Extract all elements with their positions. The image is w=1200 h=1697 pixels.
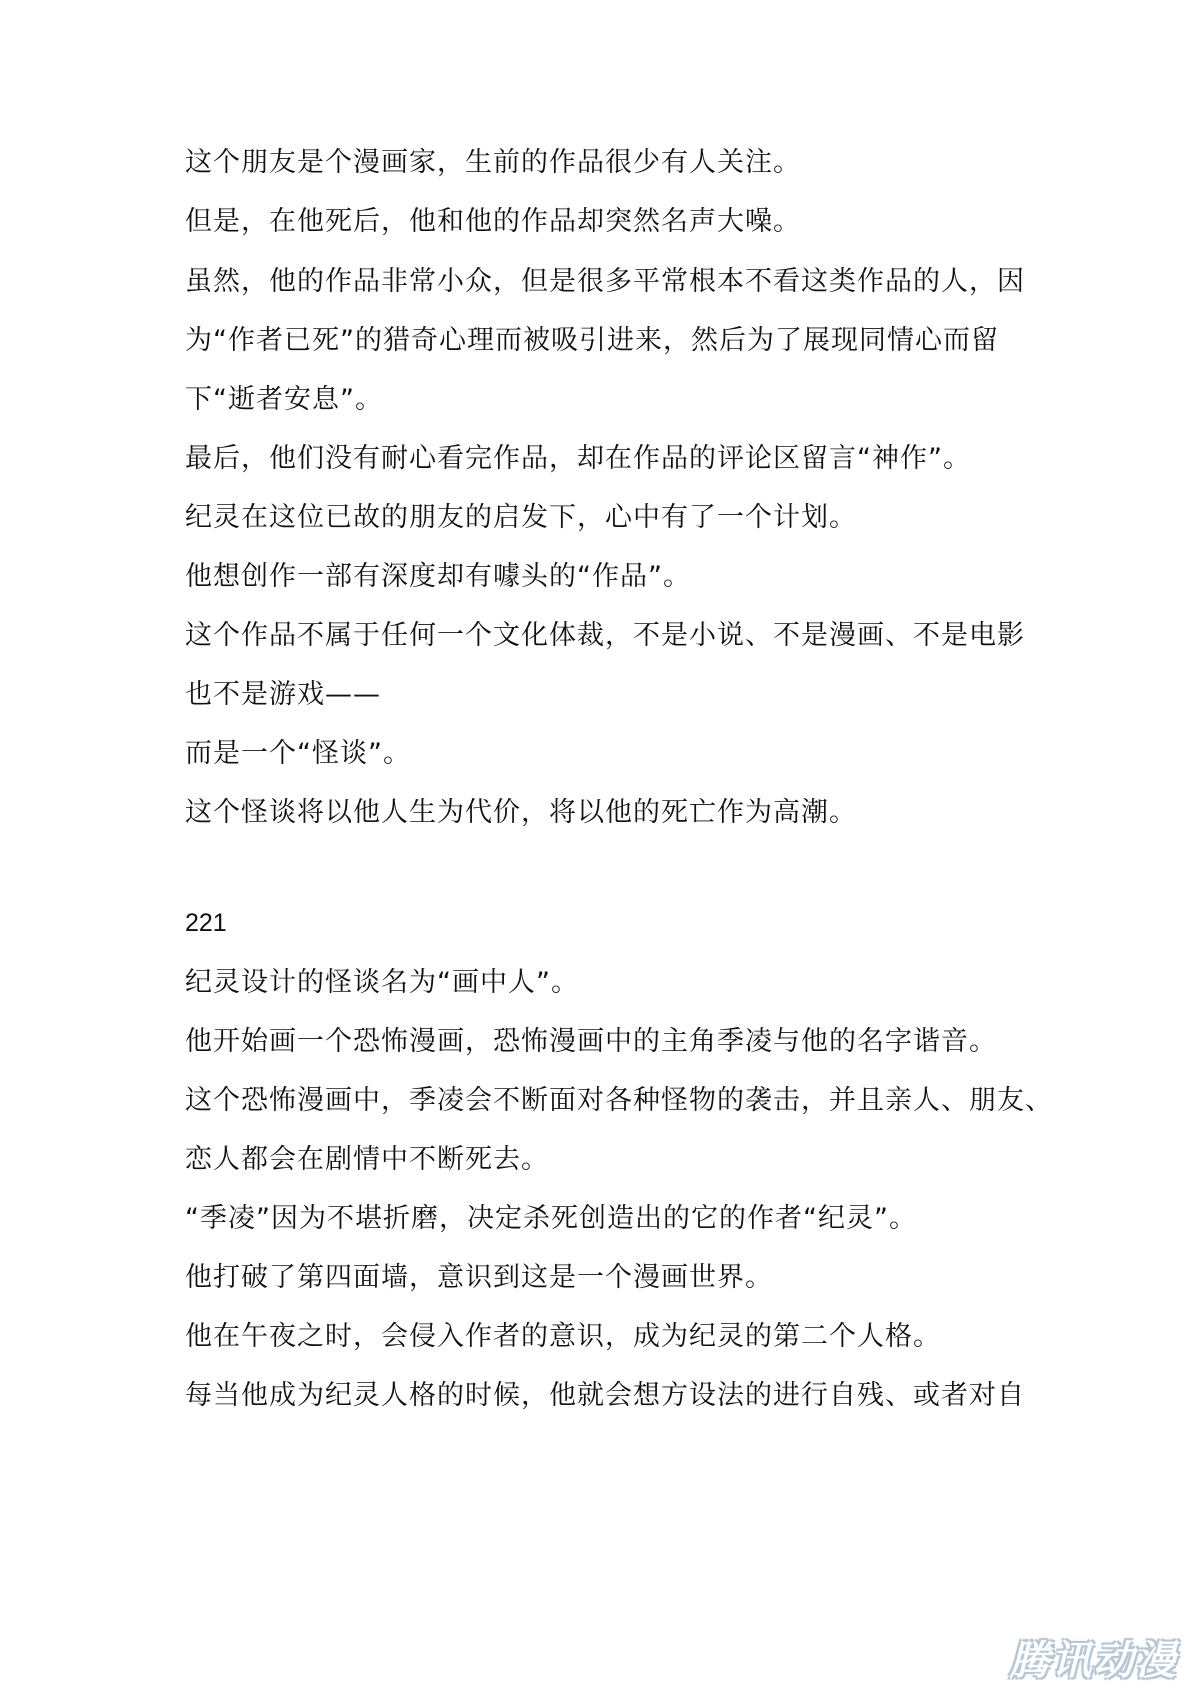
text-line: 这个恐怖漫画中，季凌会不断面对各种怪物的袭击，并且亲人、朋友、	[185, 1085, 1053, 1116]
chapter-number: 221	[185, 909, 227, 937]
text-line: 每当他成为纪灵人格的时候，他就会想方设法的进行自残、或者对自	[185, 1380, 1025, 1411]
text-line: 这个朋友是个漫画家，生前的作品很少有人关注。	[185, 147, 801, 178]
text-line: 下“逝者安息”。	[185, 384, 383, 415]
text-line: 这个怪谈将以他人生为代价，将以他的死亡作为高潮。	[185, 797, 857, 828]
text-line: 他在午夜之时，会侵入作者的意识，成为纪灵的第二个人格。	[185, 1321, 941, 1352]
text-line: 恋人都会在剧情中不断死去。	[185, 1144, 549, 1175]
text-line: 纪灵在这位已故的朋友的启发下，心中有了一个计划。	[185, 502, 857, 533]
text-line: “季凌”因为不堪折磨，决定杀死创造出的它的作者“纪灵”。	[185, 1203, 917, 1234]
watermark-logo	[1001, 1631, 1186, 1683]
watermark-text: 腾讯动漫	[1009, 1637, 1178, 1684]
text-line: 他打破了第四面墙，意识到这是一个漫画世界。	[185, 1262, 773, 1293]
text-line: 最后，他们没有耐心看完作品，却在作品的评论区留言“神作”。	[185, 443, 971, 474]
text-line: 为“作者已死”的猎奇心理而被吸引进来，然后为了展现同情心而留	[185, 325, 999, 356]
text-line: 他开始画一个恐怖漫画，恐怖漫画中的主角季凌与他的名字谐音。	[185, 1026, 997, 1057]
text-line: 纪灵设计的怪谈名为“画中人”。	[185, 967, 579, 998]
text-line: 也不是游戏——	[185, 679, 381, 710]
text-line: 但是，在他死后，他和他的作品却突然名声大噪。	[185, 206, 801, 237]
text-line: 他想创作一部有深度却有噱头的“作品”。	[185, 561, 691, 592]
text-line: 而是一个“怪谈”。	[185, 738, 411, 769]
text-line: 虽然，他的作品非常小众，但是很多平常根本不看这类作品的人，因	[185, 266, 1025, 297]
text-line: 这个作品不属于任何一个文化体裁，不是小说、不是漫画、不是电影	[185, 620, 1025, 651]
